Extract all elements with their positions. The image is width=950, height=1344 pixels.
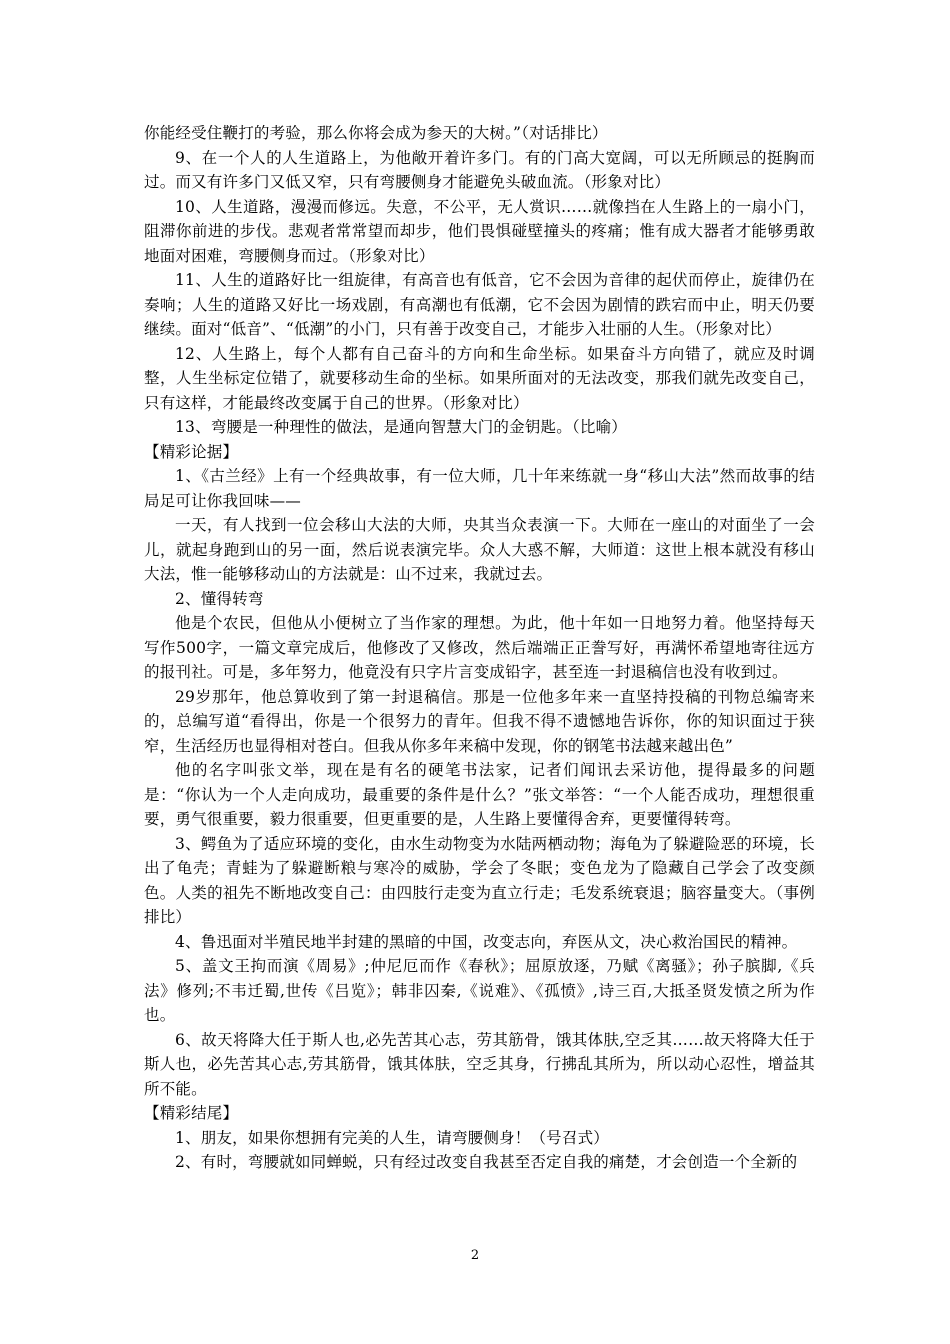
section-heading-endings: 【精彩结尾】 — [144, 1104, 239, 1122]
document-body — [144, 121, 815, 1175]
paragraph: 他的名字叫张文举，现在是有名的硬笔书法家，记者们闻讯去采访他，提得最多的问题是：“你认为一个人走向成功，最重要的条件是什么？”张文举答：“一个人能否成功，理想很重要，勇气很重要，毅力很重要，但更重要的是，人生路上要懂得舍弃，更要懂得转弯。 — [144, 761, 815, 828]
paragraph: 9、在一个人的人生道路上，为他敞开着许多门。有的门高大宽阔，可以无所顾忌的挺胸而过。而又有许多门又低又窄，只有弯腰侧身才能避免头破血流。（形象对比） — [144, 148, 815, 191]
paragraph: 12、人生路上，每个人都有自己奋斗的方向和生命坐标。如果奋斗方向错了，就应及时调整，人生坐标定位错了，就要移动生命的坐标。如果所面对的无法改变，那我们就先改变自己，只有这样，才能最终改变属于自己的世界。（形象对比） — [144, 344, 815, 412]
paragraph: 1、《古兰经》上有一个经典故事，有一位大师，几十年来练就一身“移山大法”然而故事的结局足可让你我回味—— — [144, 467, 815, 510]
paragraph: 一天，有人找到一位会移山大法的大师，央其当众表演一下。大师在一座山的对面坐了一会儿，就起身跑到山的另一面，然后说表演完毕。众人大惑不解，大师道：这世上根本就没有移山大法，惟一能够移动山的方法就是：山不过来，我就过去。 — [144, 516, 815, 583]
paragraph: 你能经受住鞭打的考验，那么你将会成为参天的大树。”（对话排比） — [144, 124, 608, 142]
paragraph: 1、朋友，如果你想拥有完美的人生，请弯腰侧身！（号召式） — [175, 1128, 609, 1147]
section-heading-arguments: 【精彩论据】 — [144, 442, 239, 461]
page-number: 2 — [470, 1248, 480, 1263]
paragraph: 10、人生道路，漫漫而修远。失意，不公平，无人赏识……就像挡在人生路上的一扇小门，阻滞你前进的步伐。悲观者常常望而却步，他们畏惧碰壁撞头的疼痛；惟有成大器者才能够勇敢地面对困难，弯腰侧身而过。（形象对比） — [144, 197, 815, 265]
paragraph: 5、盖文王拘而演《周易》;仲尼厄而作《春秋》；屈原放逐，乃赋《离骚》；孙子膑脚,《兵法》修列;不韦迁蜀,世传《吕览》；韩非囚秦,《说难》、《孤愤》,诗三百,大抵圣贤发愤之所为作也。 — [144, 957, 815, 1024]
paragraph: 6、故天将降大任于斯人也,必先苦其心志，劳其筋骨，饿其体肤,空乏其……故天将降大任于斯人也，必先苦其心志,劳其筋骨，饿其体肤，空乏其身，行拂乱其所为，所以动心忍性，增益其所不能。 — [144, 1030, 815, 1098]
paragraph: 2、有时，弯腰就如同蝉蜕，只有经过改变自我甚至否定自我的痛楚，才会创造一个全新的 — [175, 1153, 798, 1171]
paragraph: 11、人生的道路好比一组旋律，有高音也有低音，它不会因为音律的起伏而停止，旋律仍在奏响；人生的道路又好比一场戏剧，有高潮也有低潮，它不会因为剧情的跌宕而中止，明天仍要继续。面对“低音”、“低潮”的小门，只有善于改变自己，才能步入壮丽的人生。（形象对比） — [144, 271, 815, 338]
paragraph: 2、懂得转弯 — [175, 589, 264, 608]
paragraph: 4、鲁迅面对半殖民地半封建的黑暗的中国，改变志向，弃医从文，决心救治国民的精神。 — [175, 932, 798, 951]
paragraph: 29岁那年，他总算收到了第一封退稿信。那是一位他多年来一直坚持投稿的刊物总编寄来的，总编写道“看得出，你是一个很努力的青年。但我不得不遗憾地告诉你，你的知识面过于狭窄，生活经历也显得相对苍白。但我从你多年来稿中发现，你的钢笔书法越来越出色” — [144, 687, 815, 755]
paragraph: 3、鳄鱼为了适应环境的变化，由水生动物变为水陆两栖动物；海龟为了躲避险恶的环境，长出了龟壳；青蛙为了躲避断粮与寒冷的威胁，学会了冬眠；变色龙为了隐藏自己学会了改变颜色。人类的祖先不断地改变自己：由四肢行走变为直立行走；毛发系统衰退；脑容量变大。（事例排比） — [144, 834, 815, 926]
paragraph: 他是个农民，但他从小便树立了当作家的理想。为此，他十年如一日地努力着。他坚持每天写作500字，一篇文章完成后，他修改了又修改，然后端端正正誊写好，再满怀希望地寄往远方的报刊社。可是，多年努力，他竟没有只字片言变成铅字，甚至连一封退稿信也没有收到过。 — [144, 614, 815, 681]
paragraph: 13、弯腰是一种理性的做法，是通向智慧大门的金钥匙。（比喻） — [175, 418, 627, 436]
